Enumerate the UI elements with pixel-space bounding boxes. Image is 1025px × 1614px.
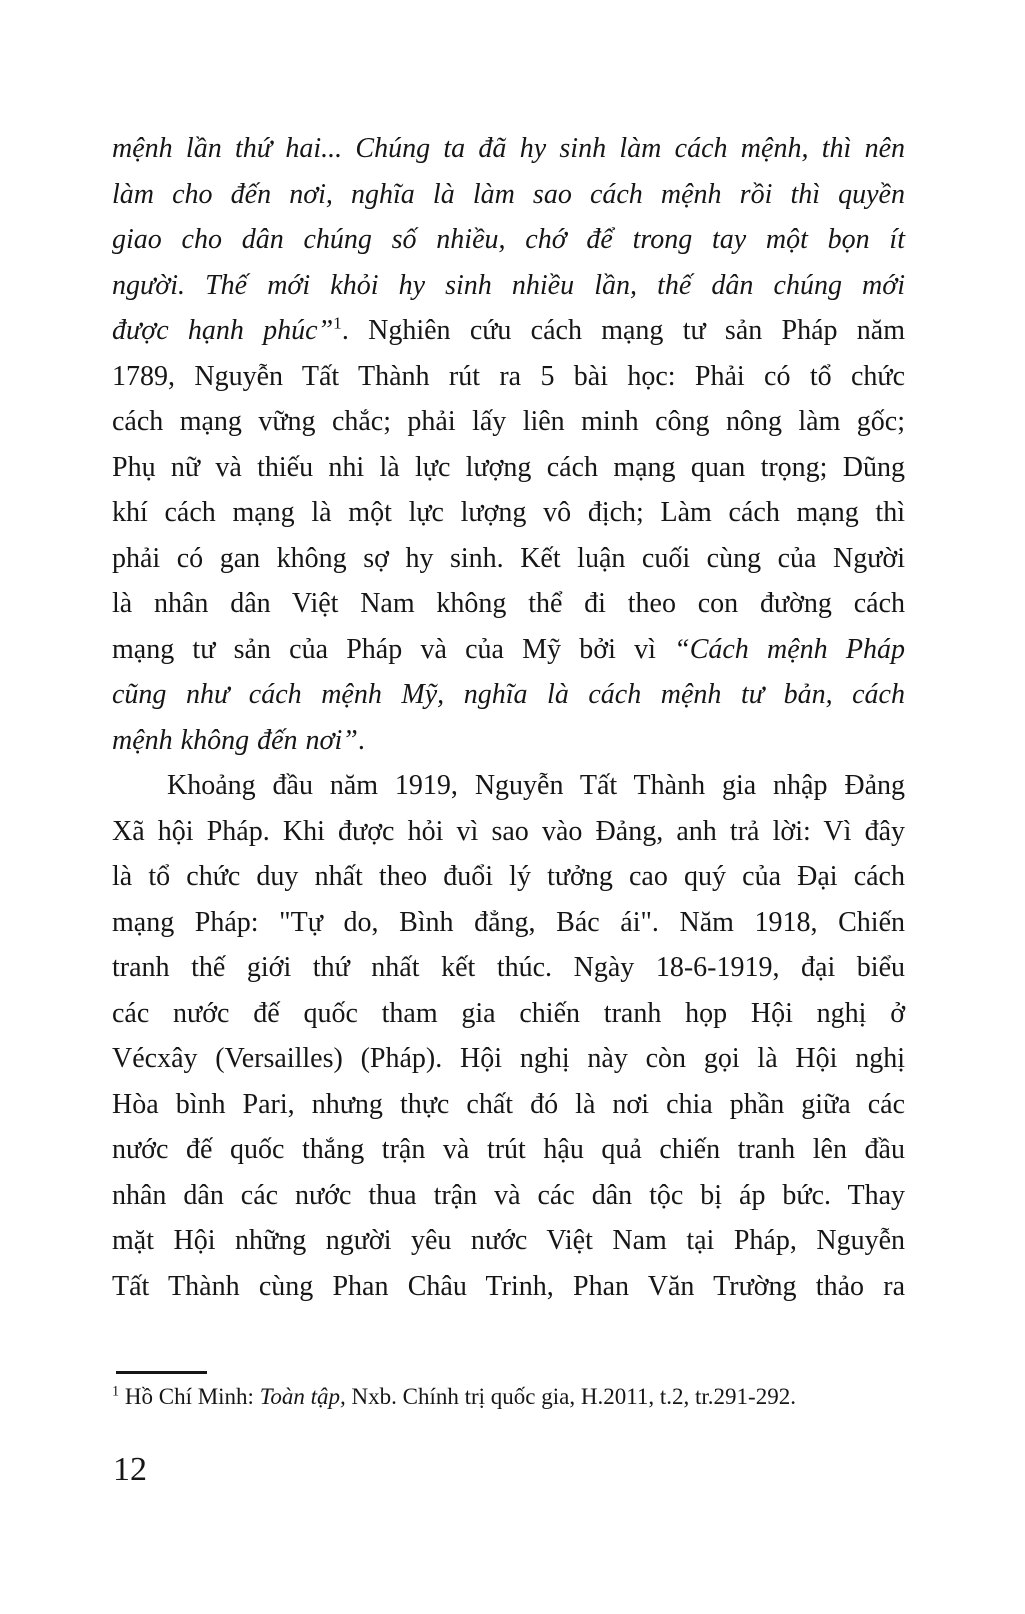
text-segment: Xã hội Pháp. Khi được hỏi vì sao vào Đảng, anh trả lời: Vì đây	[112, 815, 905, 847]
text-line	[112, 991, 905, 1037]
text-segment: các nước đế quốc tham gia chiến tranh họp Hội nghị ở	[112, 997, 905, 1029]
text-segment: là tổ chức duy nhất theo đuổi lý tưởng cao quý của Đại cách	[112, 861, 905, 892]
text-segment: làm cho đến nơi, nghĩa là làm sao cách mệnh rồi thì quyền	[112, 178, 905, 210]
text-segment: Tất Thành cùng Phan Châu Trinh, Phan Văn Trường thảo ra	[112, 1270, 905, 1302]
text-line	[112, 854, 905, 900]
text-line	[112, 445, 905, 491]
text-segment: mặt Hội những người yêu nước Việt Nam tại Pháp, Nguyễn	[112, 1225, 905, 1256]
footnote-marker: 1	[333, 313, 342, 333]
text-segment: 1789, Nguyễn Tất Thành rút ra 5 bài học: Phải có tổ chức	[112, 360, 905, 392]
text-line	[112, 1082, 905, 1128]
text-segment: “Cách mệnh Pháp	[674, 633, 905, 665]
text-segment: Khoảng đầu năm 1919, Nguyễn Tất Thành gia nhập Đảng	[167, 770, 905, 801]
text-segment: Vécxây (Versailles) (Pháp). Hội nghị này còn gọi là Hội nghị	[112, 1043, 905, 1074]
text-segment: tranh thế giới thứ nhất kết thúc. Ngày 18-6-1919, đại biểu	[112, 952, 905, 983]
text-line	[112, 354, 905, 400]
text-line	[112, 1036, 905, 1082]
footnote-segment: Hồ Chí Minh:	[119, 1384, 260, 1409]
text-line	[112, 809, 905, 855]
body-text	[112, 126, 905, 1309]
text-segment: phải có gan không sợ hy sinh. Kết luận cuối cùng của Người	[112, 542, 905, 574]
text-segment: được hạnh phúc”	[112, 315, 334, 346]
text-segment: giao cho dân chúng số nhiều, chớ để trong tay một bọn ít	[112, 224, 905, 255]
text-segment: Phụ nữ và thiếu nhi là lực lượng cách mạng quan trọng; Dũng	[112, 451, 905, 483]
text-line	[112, 1173, 905, 1219]
text-line	[112, 536, 905, 582]
text-segment: cũng như cách mệnh Mỹ, nghĩa là cách mệnh tư bản, cách	[112, 679, 905, 710]
text-segment: cách mạng vững chắc; phải lấy liên minh công nông làm gốc;	[112, 406, 905, 437]
text-line	[112, 1218, 905, 1264]
text-segment: nhân dân các nước thua trận và các dân tộc bị áp bức. Thay	[112, 1179, 905, 1211]
text-line	[112, 399, 905, 445]
footnote-segment: Nxb. Chính trị quốc gia, H.2011, t.2, tr.291-292.	[345, 1384, 796, 1409]
text-segment: . Nghiên cứu cách mạng tư sản Pháp năm	[341, 315, 905, 346]
text-segment: Hòa bình Pari, nhưng thực chất đó là nơi chia phần giữa các	[112, 1088, 905, 1120]
text-segment: .	[357, 724, 365, 756]
text-segment: là nhân dân Việt Nam không thể đi theo con đường cách	[112, 588, 905, 619]
text-segment: khí cách mạng là một lực lượng vô địch; Làm cách mạng thì	[112, 497, 905, 528]
footnote-separator	[116, 1371, 207, 1374]
text-line	[112, 1264, 905, 1310]
text-line	[112, 217, 905, 263]
text-line	[112, 581, 905, 627]
text-line	[112, 627, 905, 673]
text-segment: mệnh lần thứ hai... Chúng ta đã hy sinh làm cách mệnh, thì nên	[112, 133, 905, 164]
text-segment: mệnh không đến nơi”	[112, 724, 358, 756]
text-line	[112, 263, 905, 309]
text-line	[112, 718, 905, 764]
text-segment: mạng tư sản của Pháp và của Mỹ bởi vì	[112, 633, 675, 665]
text-line	[112, 308, 905, 354]
text-line	[112, 672, 905, 718]
text-segment: mạng Pháp: "Tự do, Bình đẳng, Bác ái". Năm 1918, Chiến	[112, 906, 905, 938]
text-line	[112, 763, 905, 809]
text-line	[112, 1127, 905, 1173]
text-segment: người. Thế mới khỏi hy sinh nhiều lần, thế dân chúng mới	[112, 269, 905, 301]
text-line	[112, 945, 905, 991]
text-line	[112, 172, 905, 218]
page-number: 12	[113, 1451, 147, 1488]
text-line	[112, 126, 905, 172]
text-line	[112, 490, 905, 536]
footnote-segment: Toàn tập,	[259, 1384, 346, 1409]
footnote-marker: 1	[112, 1383, 120, 1400]
text-segment: nước đế quốc thắng trận và trút hậu quả chiến tranh lên đầu	[112, 1134, 905, 1165]
footnote	[112, 1381, 892, 1413]
text-line	[112, 900, 905, 946]
